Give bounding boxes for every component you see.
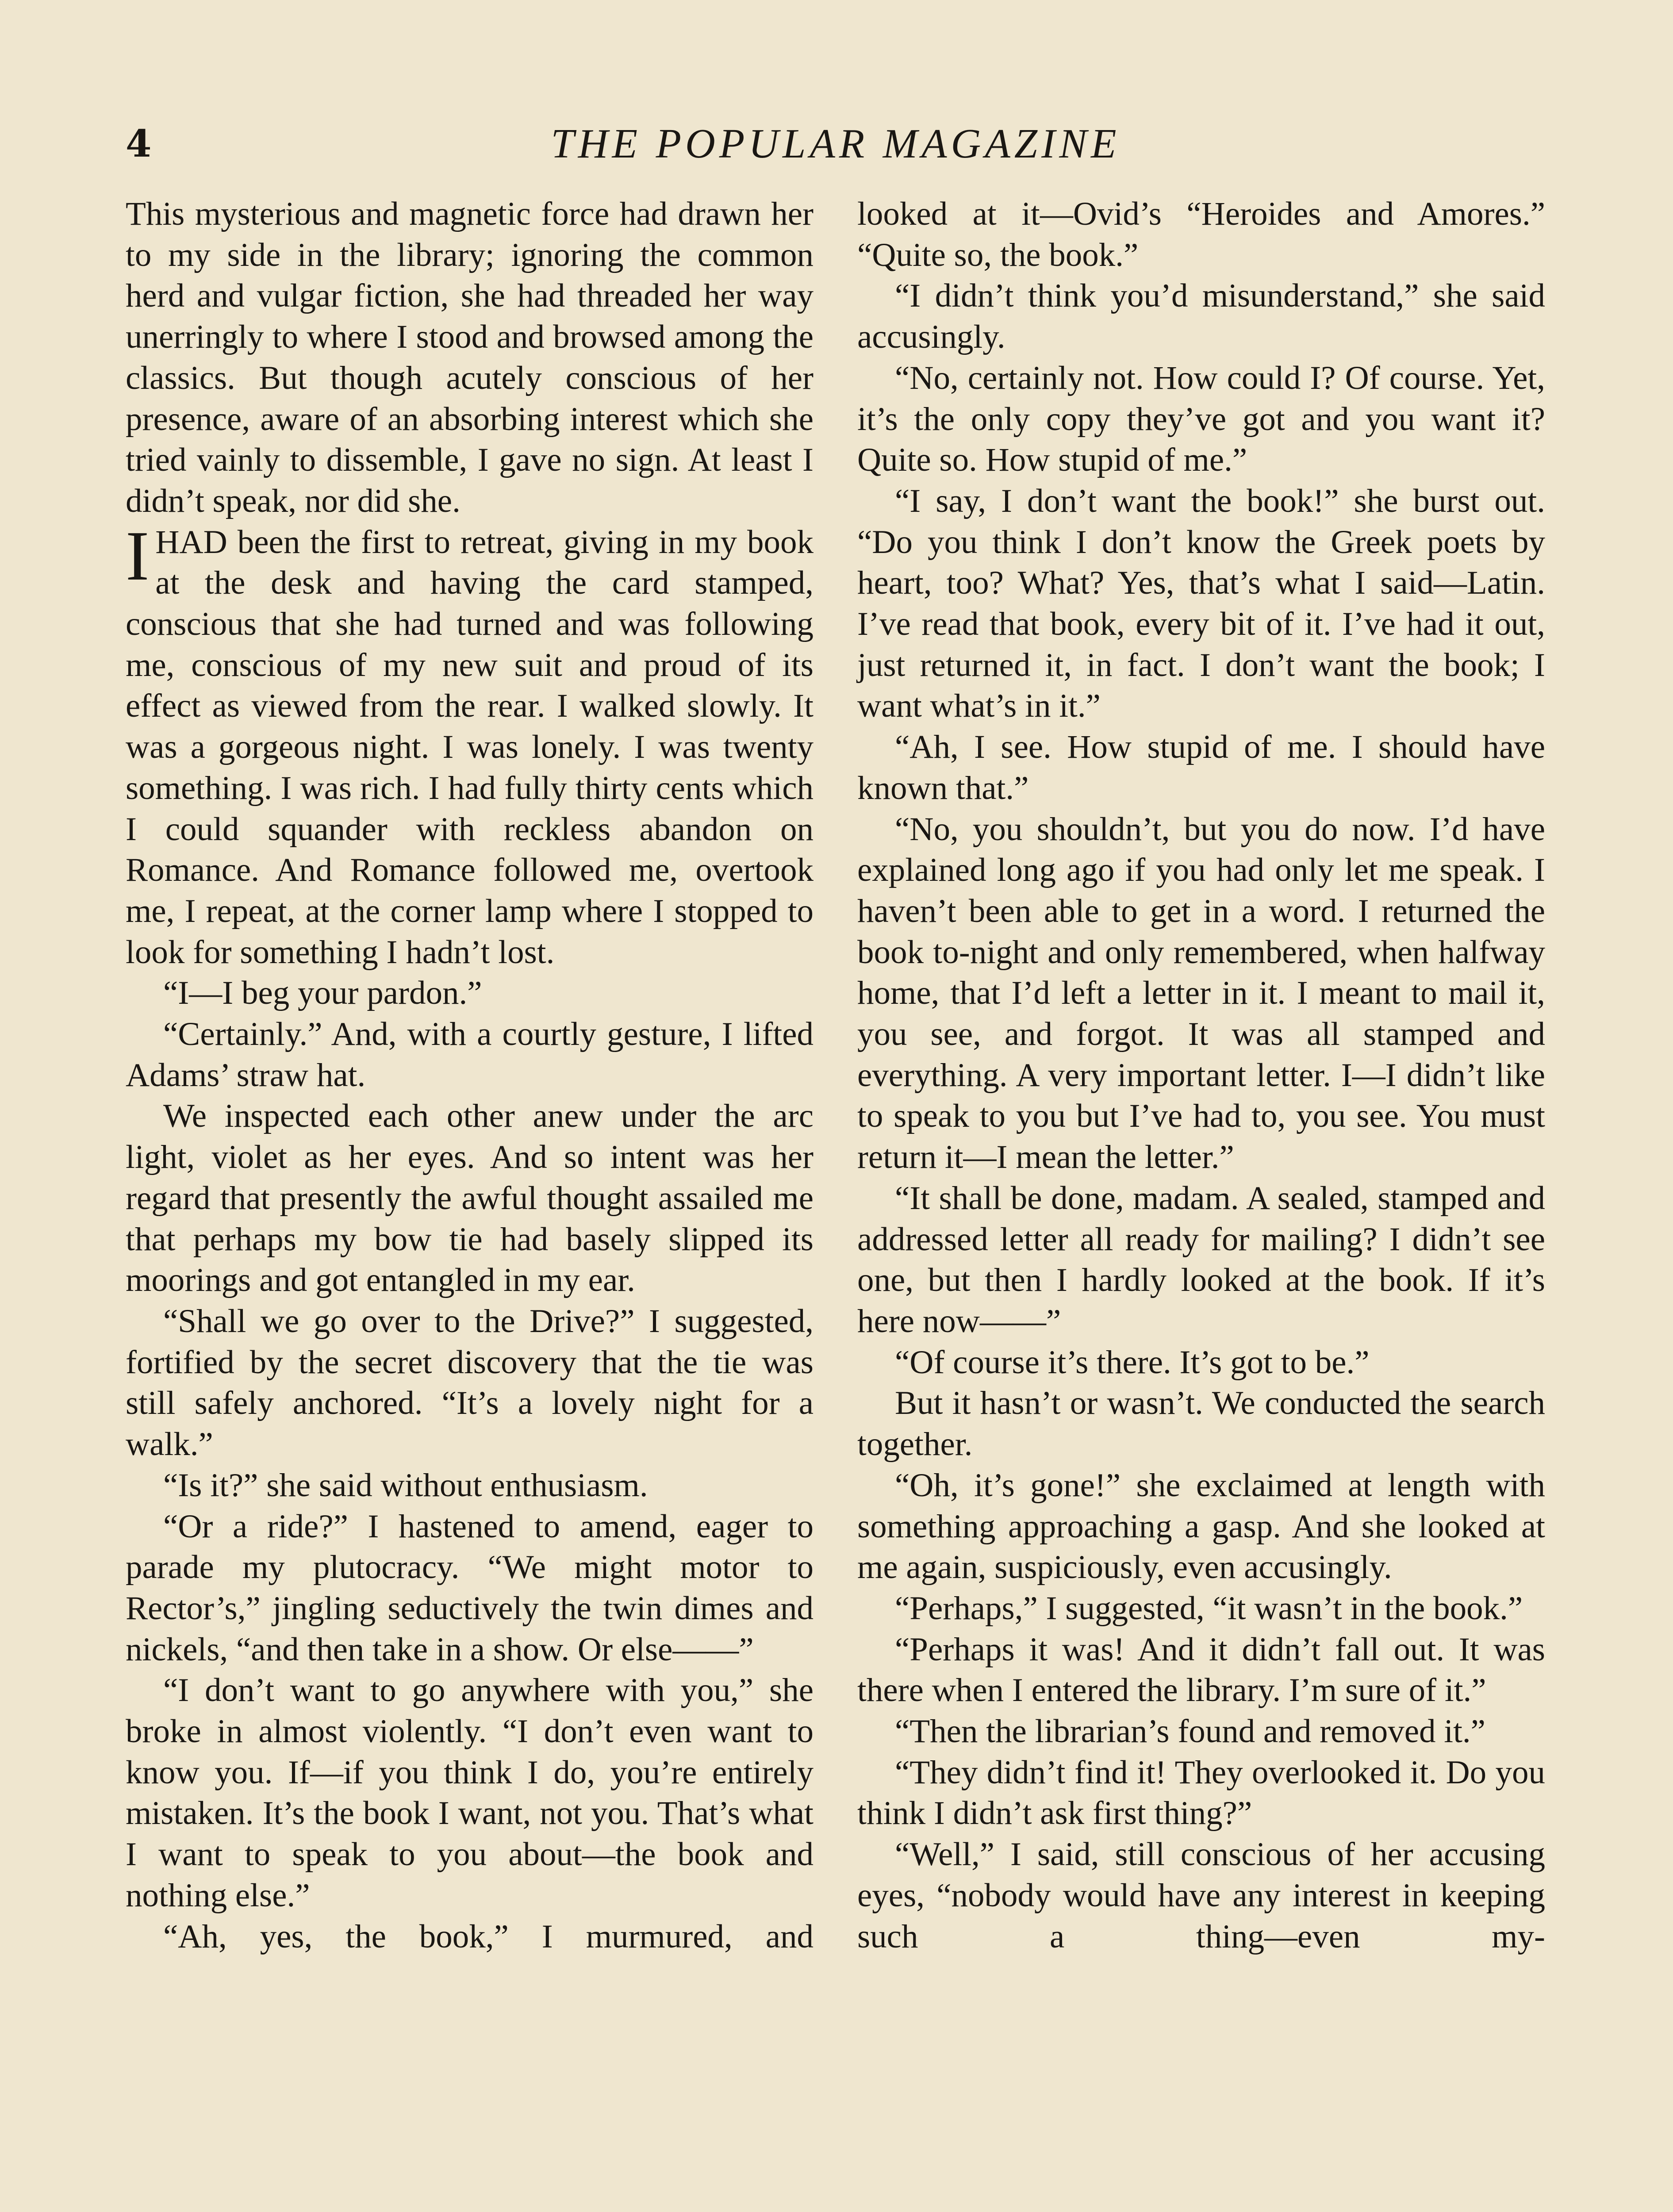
- section-start-paragraph: IHAD been the first to retreat, giving in my book at the desk and having the card stamped, conscious that she had turned and was following me, conscious of my new suit and proud of its effect as viewed from the rear. I walked slowly. It was a gorgeous night. I was lonely. I was twenty something. I was rich. I had fully thirty cents which I could squander with reckless abandon on Romance. And Romance followed me, overtook me, I repeat, at the corner lamp where I stopped to look for something I hadn’t lost.: [126, 516, 813, 971]
- paragraph: “No, certainly not. How could I? Of course. Yet, it’s the only copy they’ve got and you want it? Quite so. How stupid of me.”: [857, 359, 1545, 479]
- paragraph: “I say, I don’t want the book!” she burst out. “Do you think I don’t know the Greek poets by heart, too? What? Yes, that’s what I said—Latin. I’ve read that book, every bit of it. I’ve had it out, just returned it, in fact. I don’t want the book; I want what’s in it.”: [857, 482, 1545, 725]
- paragraph: “I don’t want to go anywhere with you,” she broke in almost violently. “I don’t even want to know you. If—if you think I do, you’re entirely mistaken. It’s the book I want, not you. That’s what I want to speak to you about—the book and nothing else.”: [126, 1672, 813, 1914]
- page-header: [126, 115, 1546, 173]
- paragraph: “Perhaps,” I suggested, “it wasn’t in the book.”: [895, 1590, 1523, 1627]
- paragraph: “Oh, it’s gone!” she exclaimed at length with something approaching a gasp. And she looked at me again, suspiciously, even accusingly.: [857, 1467, 1545, 1586]
- paragraph: “Is it?” she said without enthusiasm.: [163, 1467, 648, 1504]
- paragraph: “It shall be done, madam. A sealed, stamped and addressed letter all ready for mailing? I didn’t see one, but then I hardly looked at the book. If it’s here now——”: [857, 1179, 1545, 1340]
- paragraph: “Perhaps it was! And it didn’t fall out. It was there when I entered the library. I’m sure of it.”: [857, 1631, 1545, 1709]
- magazine-title: THE POPULAR MAGAZINE: [551, 121, 1120, 167]
- paragraph: “I—I beg your pardon.”: [163, 975, 482, 1012]
- paragraph: “Well,” I said, still conscious of her accusing eyes, “nobody would have any interest in keeping such a thing—even my-: [857, 1836, 1545, 1955]
- paragraph: looked at it—Ovid’s “Heroides and Amores.” “Quite so, the book.”: [857, 196, 1545, 273]
- paragraph: “Ah, yes, the book,” I murmured, and: [163, 1918, 813, 1955]
- right-column: [857, 194, 1545, 1957]
- paragraph: We inspected each other anew under the arc light, violet as her eyes. And so intent was her regard that presently the awful thought assailed me that perhaps my bow tie had basely slipped its moorings and got entangled in my ear.: [126, 1098, 813, 1299]
- paragraph: “Ah, I see. How stupid of me. I should have known that.”: [857, 729, 1545, 806]
- paragraph: “Or a ride?” I hastened to amend, eager to parade my plutocracy. “We might motor to Rector’s,” jingling seductively the twin dimes and nickels, “and then take in a show. Or else——”: [126, 1508, 813, 1668]
- paragraph: “Of course it’s there. It’s got to be.”: [895, 1344, 1370, 1381]
- paragraph: “Certainly.” And, with a courtly gesture, I lifted Adams’ straw hat.: [126, 1016, 813, 1094]
- paragraph: “They didn’t find it! They overlooked it. Do you think I didn’t ask first thing?”: [857, 1754, 1545, 1832]
- paragraph: “Then the librarian’s found and removed it.”: [895, 1713, 1485, 1750]
- left-column: [126, 194, 813, 1957]
- paragraph: “I didn’t think you’d misunderstand,” she said accusingly.: [857, 277, 1545, 356]
- paragraph: But it hasn’t or wasn’t. We conducted the search together.: [857, 1385, 1545, 1463]
- paragraph: “Shall we go over to the Drive?” I suggested, fortified by the secret discovery that the tie was still safely anchored. “It’s a lovely night for a walk.”: [126, 1302, 813, 1463]
- page-number: 4: [126, 122, 152, 165]
- paragraph: This mysterious and magnetic force had drawn her to my side in the library; ignoring the common herd and vulgar fiction, she had threaded her way unerringly to where I stood and browsed among the classics. But though acutely conscious of her presence, aware of an absorbing interest which she tried vainly to dissemble, I gave no sign. At least I didn’t speak, nor did she.: [126, 196, 813, 519]
- paragraph: “No, you shouldn’t, but you do now. I’d have explained long ago if you had only let me speak. I haven’t been able to get in a word. I returned the book to-night and only remembered, when halfway home, that I’d left a letter in it. I meant to mail it, you see, and forgot. It was all stamped and everything. A very important letter. I—I didn’t like to speak to you but I’ve had to, you see. You must return it—I mean the letter.”: [857, 810, 1545, 1176]
